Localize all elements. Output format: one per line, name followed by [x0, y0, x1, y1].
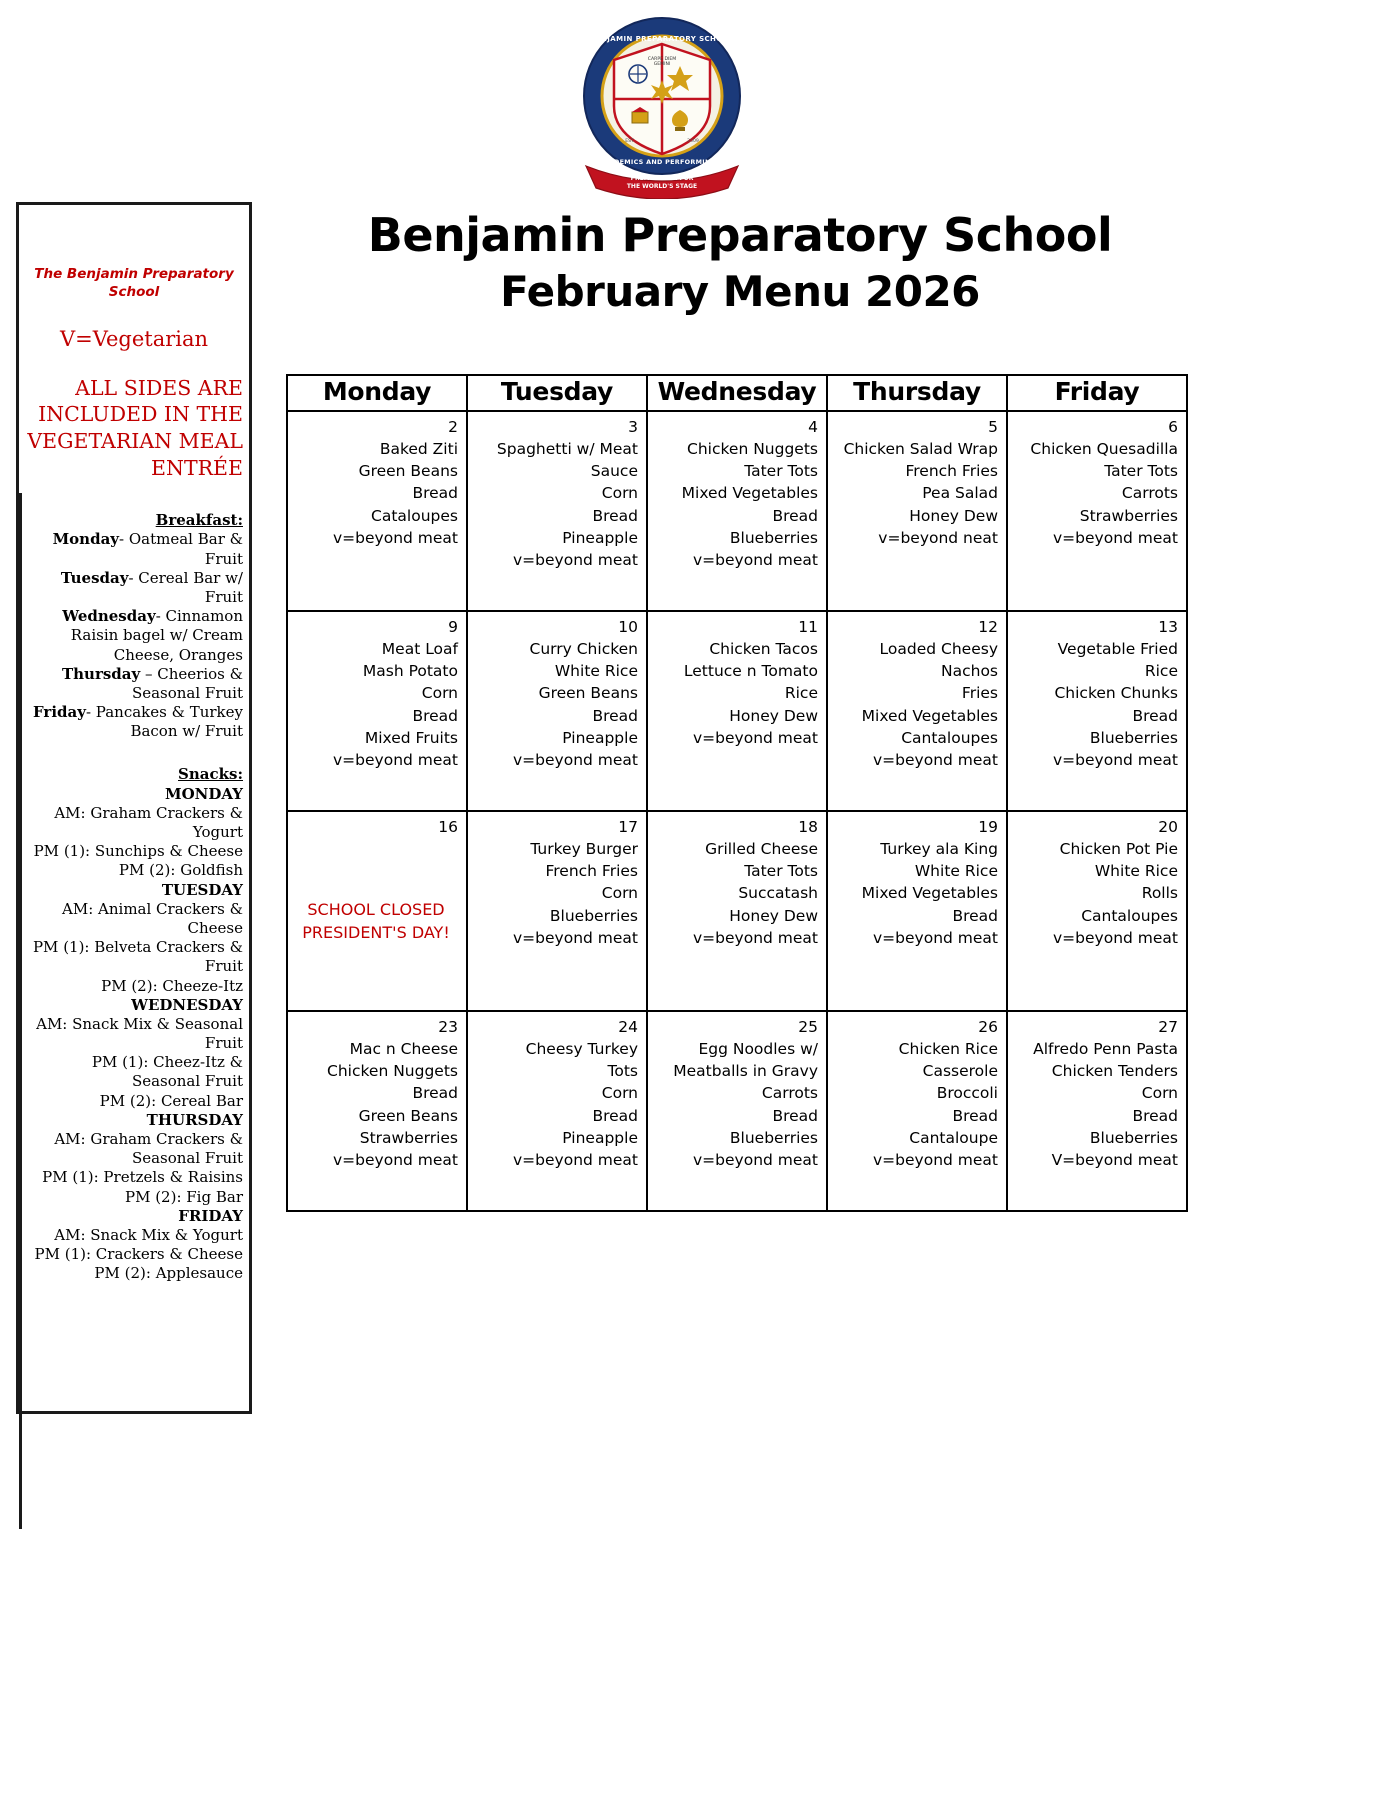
menu-item: Rice	[784, 684, 818, 703]
menu-item: Chicken Rice	[898, 1040, 998, 1059]
calendar-header-row	[287, 375, 1187, 411]
menu-item: Pea Salad	[922, 484, 998, 503]
menu-item: Mixed Vegetables	[861, 706, 998, 725]
menu-item: Tater Tots	[1104, 462, 1178, 481]
menu-item: Cantaloupe	[909, 1128, 998, 1147]
snack-line: PM (1): Belveta Crackers & Fruit	[32, 938, 243, 976]
menu-item: Mac n Cheese	[349, 1040, 458, 1059]
breakfast-item: Wednesday- Cinnamon Raisin bagel w/ Cream Cheese, Oranges	[62, 607, 243, 664]
menu-item: Rolls	[1141, 884, 1178, 903]
menu-item: White Rice	[1094, 862, 1178, 881]
menu-item: Chicken Nuggets	[687, 440, 818, 459]
menu-item: Pineapple	[562, 528, 638, 547]
menu-item: Bread	[1132, 706, 1178, 725]
menu-item: Corn	[1141, 1084, 1178, 1103]
menu-item: Grilled Cheese	[705, 840, 818, 859]
menu-item: Bread	[592, 706, 638, 725]
menu-item: v=beyond meat	[513, 928, 638, 947]
menu-item: Vegetable Fried	[1057, 640, 1178, 659]
menu-item: Corn	[601, 484, 638, 503]
calendar-week-row	[287, 611, 1187, 811]
svg-text:THE WORLD'S STAGE: THE WORLD'S STAGE	[626, 183, 698, 190]
menu-item: Carrots	[1121, 484, 1178, 503]
calendar-day-cell[interactable]	[647, 1011, 827, 1211]
menu-item: Chicken Tacos	[709, 640, 818, 659]
snack-line: AM: Graham Crackers & Seasonal Fruit	[54, 1130, 243, 1168]
menu-item: Bread	[592, 506, 638, 525]
menu-item: Chicken Chunks	[1054, 684, 1178, 703]
menu-item: Bread	[412, 706, 458, 725]
snack-line: PM (2): Fig Bar	[124, 1187, 243, 1206]
menu-item: White Rice	[554, 662, 638, 681]
menu-item: Bread	[592, 1106, 638, 1125]
menu-item: Honey Dew	[729, 906, 818, 925]
menu-item: White Rice	[914, 862, 998, 881]
day-number: 23	[438, 1018, 458, 1036]
menu-item: Broccoli	[936, 1084, 998, 1103]
calendar-day-cell[interactable]	[1007, 611, 1187, 811]
menu-item: v=beyond meat	[333, 750, 458, 769]
column-header-tuesday: Tuesday	[467, 375, 647, 411]
menu-item: Pineapple	[562, 1128, 638, 1147]
page-title-block	[280, 208, 1200, 319]
school-crest-logo	[562, 14, 762, 199]
snack-line: PM (2): Applesauce	[94, 1264, 243, 1283]
menu-item: Mixed Vegetables	[681, 484, 818, 503]
menu-item: v=beyond meat	[873, 750, 998, 769]
menu-item: Corn	[601, 1084, 638, 1103]
svg-text:EST.: EST.	[625, 139, 635, 144]
menu-item: Turkey Burger	[530, 840, 638, 859]
menu-item: v=beyond meat	[873, 928, 998, 947]
menu-item: Fries	[961, 684, 998, 703]
menu-item: Curry Chicken	[529, 640, 638, 659]
snack-day-label: WEDNESDAY	[131, 995, 243, 1014]
snack-line: PM (2): Cheeze-Itz	[101, 976, 243, 995]
menu-item: Cheesy Turkey	[525, 1040, 638, 1059]
menu-item: Lettuce n Tomato	[683, 662, 818, 681]
menu-item: Green Beans	[538, 684, 638, 703]
menu-item: Turkey ala King	[880, 840, 998, 859]
menu-item: Meat Loaf	[381, 640, 458, 659]
day-number: 12	[978, 618, 998, 636]
calendar-day-cell[interactable]	[287, 611, 467, 811]
breakfast-item: Tuesday- Cereal Bar w/ Fruit	[60, 568, 243, 606]
menu-item: Bread	[412, 1084, 458, 1103]
menu-item: v=beyond meat	[1053, 750, 1178, 769]
calendar-day-cell[interactable]	[827, 411, 1007, 611]
menu-item: Cataloupes	[371, 506, 458, 525]
menu-item: Chicken Nuggets	[327, 1062, 458, 1081]
menu-item: Blueberries	[729, 1128, 818, 1147]
menu-item: Blueberries	[729, 528, 818, 547]
snack-day-label: TUESDAY	[161, 880, 243, 899]
menu-item: Blueberries	[1089, 728, 1178, 747]
sidebar-edge-marker	[19, 493, 27, 1529]
column-header-friday: Friday	[1007, 375, 1187, 411]
calendar-week-row	[287, 811, 1187, 1011]
svg-text:BENJAMIN PREPARATORY SCHOOL: BENJAMIN PREPARATORY SCHOOL	[590, 35, 734, 43]
menu-item: Casserole	[922, 1062, 998, 1081]
school-crest-icon	[562, 14, 762, 199]
snack-day-label: FRIDAY	[178, 1206, 243, 1225]
menu-item: Honey Dew	[909, 506, 998, 525]
menu-item: Corn	[421, 684, 458, 703]
menu-item: v=beyond meat	[1053, 928, 1178, 947]
menu-item: Cantaloupes	[1081, 906, 1178, 925]
menu-item: Carrots	[761, 1084, 818, 1103]
breakfast-item: Thursday – Cheerios & Seasonal Fruit	[61, 664, 243, 702]
calendar-day-cell[interactable]	[1007, 1011, 1187, 1211]
menu-item: Chicken Tenders	[1051, 1062, 1178, 1081]
snacks-heading: Snacks:	[178, 765, 243, 784]
menu-item: v=beyond meat	[873, 1150, 998, 1169]
menu-item: Bread	[952, 1106, 998, 1125]
menu-item: Mash Potato	[362, 662, 458, 681]
menu-item: v=beyond meat	[693, 550, 818, 569]
menu-item: Blueberries	[1089, 1128, 1178, 1147]
day-number: 17	[618, 818, 638, 836]
snack-line: AM: Snack Mix & Seasonal Fruit	[36, 1014, 243, 1053]
menu-item: Nachos	[941, 662, 998, 681]
menu-item: Honey Dew	[729, 706, 818, 725]
day-number: 25	[798, 1018, 818, 1036]
menu-item: Bread	[1132, 1106, 1178, 1125]
menu-item: Mixed Vegetables	[861, 884, 998, 903]
page-subtitle: February Menu 2026	[500, 267, 980, 317]
menu-item: Succatash	[738, 884, 818, 903]
day-number: 16	[438, 818, 458, 836]
menu-item: French Fries	[545, 862, 638, 881]
day-number: 4	[808, 418, 818, 436]
day-number: 13	[1158, 618, 1178, 636]
svg-text:OF ACADEMICS AND PERFORMING AR: OF ACADEMICS AND PERFORMING ARTS	[585, 158, 739, 166]
menu-item: Rice	[1144, 662, 1178, 681]
menu-calendar	[286, 374, 1188, 1212]
menu-item: Meatballs in Gravy	[673, 1062, 818, 1081]
menu-item: Pineapple	[562, 728, 638, 747]
calendar-day-cell[interactable]	[1007, 411, 1187, 611]
snack-line: AM: Graham Crackers & Yogurt	[54, 803, 243, 841]
menu-item: v=beyond meat	[1053, 528, 1178, 547]
menu-item: Cantaloupes	[901, 728, 998, 747]
menu-item: Egg Noodles w/	[698, 1040, 818, 1059]
menu-item: Chicken Salad Wrap	[843, 440, 998, 459]
menu-item: Mixed Fruits	[364, 728, 458, 747]
sidebar-spacer	[25, 741, 243, 765]
snack-day-label: THURSDAY	[146, 1110, 243, 1129]
svg-text:2009: 2009	[687, 139, 699, 144]
menu-item: v=beyond meat	[693, 728, 818, 747]
snacks-section	[25, 765, 243, 1283]
column-header-monday: Monday	[287, 375, 467, 411]
day-number: 9	[448, 618, 458, 636]
menu-item: v=beyond meat	[693, 1150, 818, 1169]
sidebar-school-name: The Benjamin Preparatory School	[34, 266, 234, 301]
day-number: 5	[988, 418, 998, 436]
calendar-day-cell[interactable]	[467, 811, 647, 1011]
menu-item: Loaded Cheesy	[879, 640, 998, 659]
menu-item: v=beyond meat	[333, 528, 458, 547]
snack-line: PM (1): Crackers & Cheese	[34, 1245, 243, 1264]
day-number: 10	[618, 618, 638, 636]
calendar-day-cell[interactable]	[287, 411, 467, 611]
menu-item: Bread	[952, 906, 998, 925]
menu-item: Bread	[772, 1106, 818, 1125]
snack-line: AM: Animal Crackers & Cheese	[62, 899, 243, 937]
snack-line: PM (1): Cheez-Itz & Seasonal Fruit	[91, 1053, 243, 1091]
snack-day-label: MONDAY	[165, 784, 243, 803]
menu-item: v=beyond meat	[513, 1150, 638, 1169]
svg-text:CARPE DIEM: CARPE DIEM	[647, 57, 677, 62]
snack-line: AM: Snack Mix & Yogurt	[54, 1225, 243, 1244]
snack-line: PM (2): Goldfish	[118, 861, 243, 880]
calendar-day-cell[interactable]	[827, 1011, 1007, 1211]
breakfast-heading: Breakfast:	[155, 511, 243, 530]
info-sidebar	[16, 202, 252, 1414]
menu-item: Green Beans	[358, 462, 458, 481]
calendar-week-row	[287, 1011, 1187, 1211]
all-sides-note: ALL SIDES ARE INCLUDED IN THE VEGETARIAN MEAL ENTRÉE	[27, 375, 243, 480]
menu-item: Spaghetti w/ Meat	[496, 440, 638, 459]
calendar-day-cell[interactable]	[827, 811, 1007, 1011]
calendar-day-cell[interactable]	[287, 1011, 467, 1211]
calendar-day-cell[interactable]	[467, 1011, 647, 1211]
day-number: 27	[1158, 1018, 1178, 1036]
menu-item: Tots	[607, 1062, 638, 1081]
menu-item: Bread	[412, 484, 458, 503]
menu-item: Chicken Quesadilla	[1030, 440, 1178, 459]
calendar-week-row	[287, 411, 1187, 611]
column-header-wednesday: Wednesday	[647, 375, 827, 411]
menu-item: v=beyond meat	[333, 1150, 458, 1169]
snack-line: PM (2): Cereal Bar	[99, 1091, 243, 1110]
school-closed-notice: SCHOOL CLOSED PRESIDENT'S DAY!	[302, 900, 450, 943]
menu-item: v=beyond neat	[878, 528, 998, 547]
menu-item: Baked Ziti	[379, 440, 458, 459]
breakfast-section	[25, 511, 243, 741]
day-number: 24	[618, 1018, 638, 1036]
breakfast-item: Friday- Pancakes & Turkey Bacon w/ Fruit	[33, 703, 243, 741]
calendar-day-cell[interactable]	[1007, 811, 1187, 1011]
page-title: Benjamin Preparatory School	[367, 208, 1113, 262]
day-number: 19	[978, 818, 998, 836]
svg-text:PREPARATION FOR: PREPARATION FOR	[630, 175, 694, 182]
menu-item: Bread	[772, 506, 818, 525]
menu-item: Green Beans	[358, 1106, 458, 1125]
day-number: 18	[798, 818, 818, 836]
menu-item: French Fries	[905, 462, 998, 481]
day-number: 26	[978, 1018, 998, 1036]
svg-text:GEMINI: GEMINI	[653, 62, 671, 67]
vegetarian-key: V=Vegetarian	[59, 327, 209, 352]
menu-item: Alfredo Penn Pasta	[1033, 1040, 1178, 1059]
day-number: 2	[448, 418, 458, 436]
menu-item: Strawberries	[1079, 506, 1178, 525]
day-number: 20	[1158, 818, 1178, 836]
menu-item: Tater Tots	[744, 462, 818, 481]
calendar-day-cell[interactable]	[647, 811, 827, 1011]
calendar-day-cell[interactable]	[647, 611, 827, 811]
day-number: 11	[798, 618, 818, 636]
menu-item: Sauce	[590, 462, 638, 481]
calendar-day-cell[interactable]	[827, 611, 1007, 811]
menu-item: v=beyond meat	[693, 928, 818, 947]
menu-item: Strawberries	[359, 1128, 458, 1147]
column-header-thursday: Thursday	[827, 375, 1007, 411]
menu-item: Blueberries	[549, 906, 638, 925]
menu-item: v=beyond meat	[513, 750, 638, 769]
calendar-day-cell[interactable]	[467, 411, 647, 611]
day-number: 6	[1168, 418, 1178, 436]
menu-item: Corn	[601, 884, 638, 903]
breakfast-item: Monday- Oatmeal Bar & Fruit	[52, 530, 243, 568]
menu-item: Chicken Pot Pie	[1059, 840, 1178, 859]
snack-line: PM (1): Sunchips & Cheese	[33, 842, 243, 861]
menu-item: v=beyond meat	[513, 550, 638, 569]
snack-line: PM (1): Pretzels & Raisins	[42, 1168, 243, 1187]
calendar-day-cell[interactable]	[647, 411, 827, 611]
menu-item: Tater Tots	[744, 862, 818, 881]
calendar-day-cell[interactable]	[467, 611, 647, 811]
calendar-day-cell[interactable]	[287, 811, 467, 1011]
menu-item: V=beyond meat	[1051, 1150, 1178, 1169]
day-number: 3	[628, 418, 638, 436]
